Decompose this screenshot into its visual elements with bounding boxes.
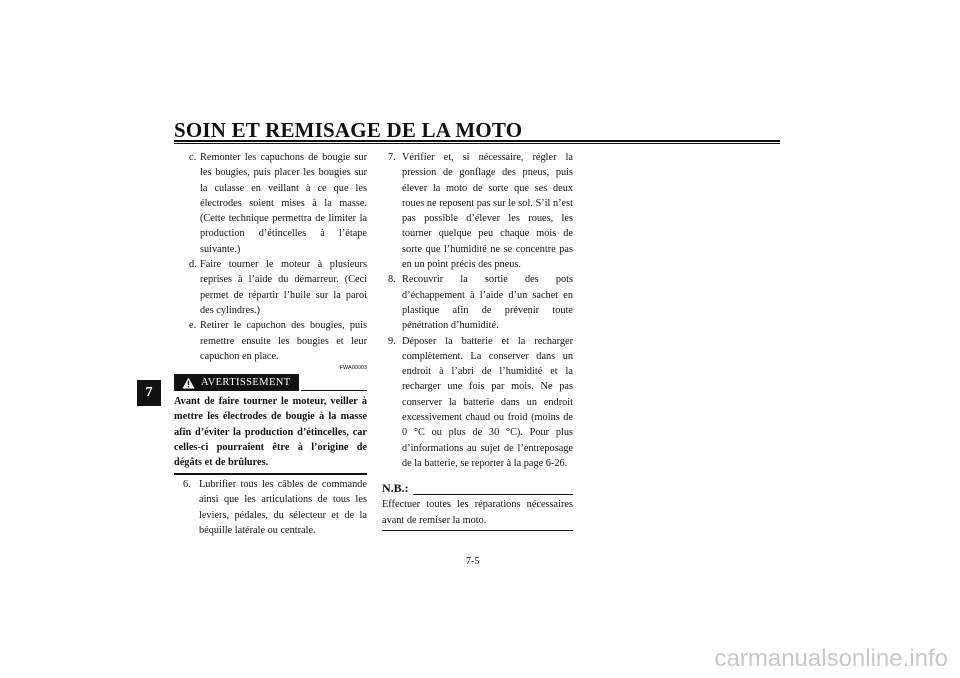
warning-badge bbox=[174, 374, 299, 391]
header-rule bbox=[174, 140, 780, 144]
note-block bbox=[382, 481, 573, 531]
sub-item-e bbox=[174, 318, 367, 364]
sub-item-number: e. bbox=[189, 320, 197, 332]
step-number: 8. bbox=[388, 274, 396, 286]
warning-triangle-icon bbox=[182, 377, 195, 389]
warning-code: FWA00003 bbox=[339, 365, 367, 372]
sub-item-d bbox=[174, 257, 367, 318]
note-text: Effectuer toutes les réparations nécessaires avant de remiser la moto. bbox=[382, 497, 573, 531]
step-number: 6. bbox=[183, 479, 191, 491]
sub-item-c bbox=[174, 150, 367, 257]
left-column bbox=[174, 150, 367, 538]
step-9 bbox=[382, 334, 573, 472]
sub-item-text: Retirer le capuchon des bougies, puis remettre ensuite les bougies et leur capuchon en place. bbox=[200, 320, 367, 362]
sub-item-number: d. bbox=[189, 259, 197, 271]
step-text: Déposer la batterie et la recharger complètement. La conserver dans un endroit à l’abri de l’humidité et la recharger une fois par mois. Ne pas conserver la batterie dans un endroit excessivement chaud ou froid (moins de 0 °C ou plus de 30 °C). Pour plus d’informations au sujet de l’entreposage de la batterie, se reporter à la page 6-26. bbox=[402, 335, 573, 469]
note-label: N.B.: bbox=[382, 481, 409, 496]
page-number: 7-5 bbox=[466, 556, 480, 567]
right-column bbox=[382, 150, 573, 531]
sub-item-text: Remonter les capuchons de bougie sur les bougies, puis placer les bougies sur la culasse en veillant à ce que les électrodes soient mises à la masse. (Cette technique permettra de limiter la production d’étincelles à l’étape suivante.) bbox=[200, 152, 367, 255]
note-rule bbox=[413, 494, 573, 495]
page-title: SOIN ET REMISAGE DE LA MOTO bbox=[174, 118, 523, 142]
step-text: Lubrifier tous les câbles de commande ainsi que les articulations de tous les leviers, pédales, du sélecteur et de la béquille latérale ou centrale. bbox=[199, 479, 367, 537]
warning-rule bbox=[301, 390, 367, 391]
sub-item-text: Faire tourner le moteur à plusieurs reprises à l’aide du démarreur. (Ceci permet de répartir l’huile sur la paroi des cylindres.) bbox=[200, 259, 367, 316]
step-text: Recouvrir la sortie des pots d’échappement à l’aide d’un sachet en plastique afin de prévenir toute pénétration d’humidité. bbox=[402, 274, 573, 332]
step-number: 7. bbox=[388, 152, 396, 163]
step-8 bbox=[382, 272, 573, 333]
watermark: carmanualsonline.info bbox=[714, 645, 948, 672]
chapter-tab: 7 bbox=[137, 380, 161, 406]
step-number: 9. bbox=[388, 335, 396, 347]
warning-header bbox=[174, 374, 367, 391]
step-6 bbox=[174, 477, 367, 538]
sub-item-number: c. bbox=[189, 152, 197, 163]
step-7 bbox=[382, 150, 573, 272]
warning-text: Avant de faire tourner le moteur, veiller à mettre les électrodes de bougie à la masse afin d’éviter la production d’étincelles, car celles-ci pourraient être à l’origine de dégâts et de brûlures. bbox=[174, 394, 367, 475]
step-text: Vérifier et, si nécessaire, régler la pression de gonflage des pneus, puis élever la moto de sorte que ses deux roues ne reposent pas sur le sol. S’il n’est pas possible d’élever les roues, les tourner quelque peu chaque mois de sorte que l’humidité ne se concentre pas en un point précis des pneus. bbox=[402, 152, 573, 271]
warning-label: AVERTISSEMENT bbox=[201, 377, 291, 388]
note-header bbox=[382, 481, 573, 497]
